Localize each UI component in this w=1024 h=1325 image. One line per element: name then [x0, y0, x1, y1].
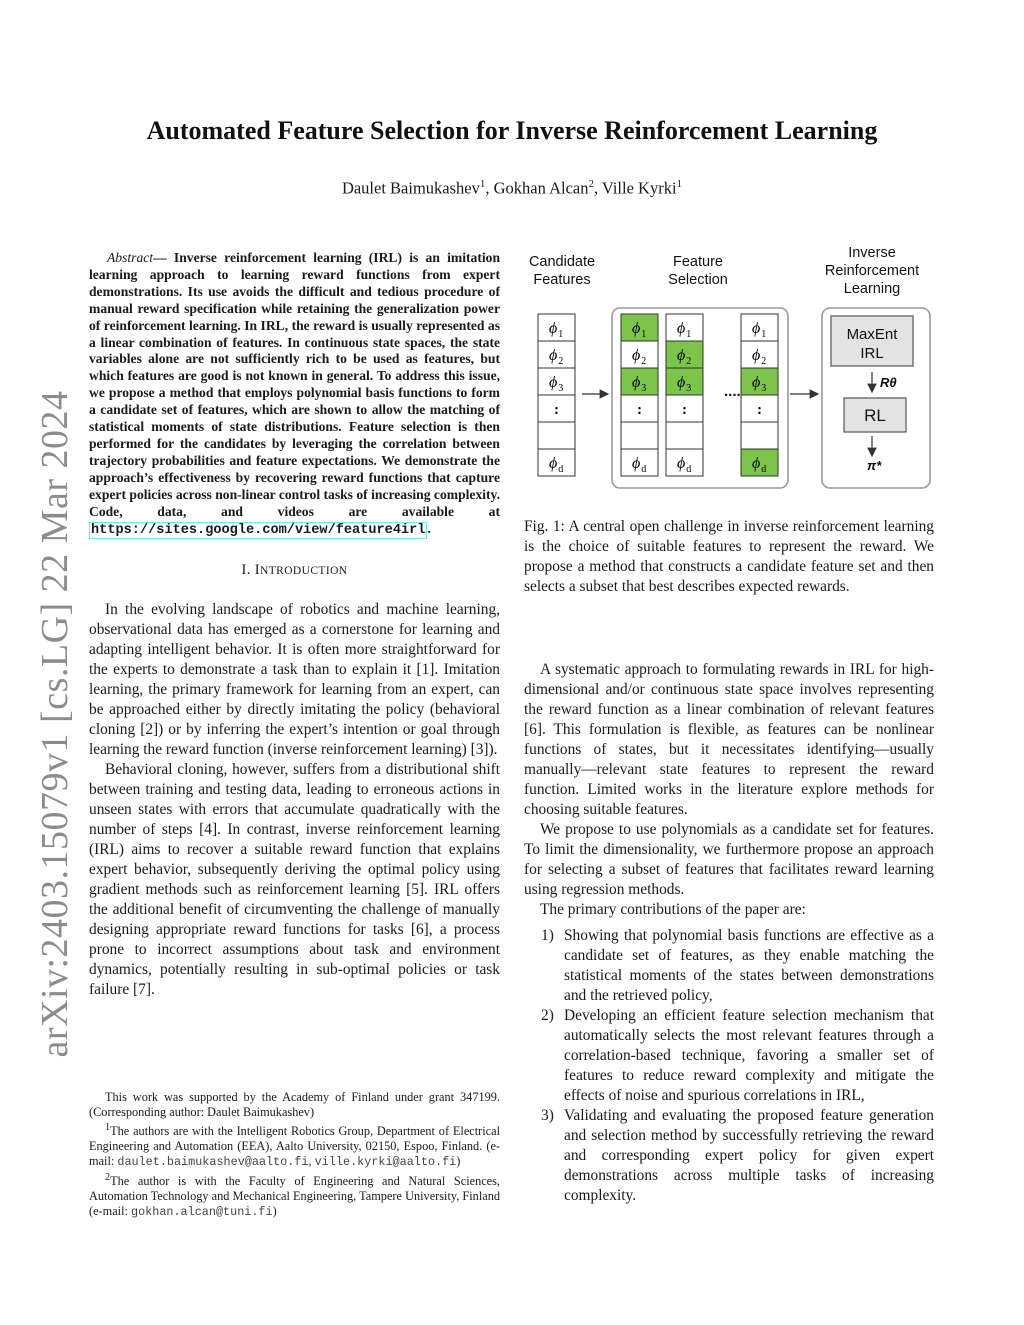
list-number: 3)	[541, 1107, 554, 1124]
project-url-link[interactable]: https://sites.google.com/view/feature4irl	[91, 522, 426, 538]
intro-paragraph: Behavioral cloning, however, suffers from a distributional shift between training and testing data, leading to erroneous actions in unseen states with errors that accumulate quadratically with the number of steps [4]. In contrast, inverse reinforcement learning (IRL) aims to recover a suitable reward function that explains expert behavior, subsequently deriving the optimal policy using gradient methods such as reinforcement learning [5]. IRL offers the additional benefit of circumventing the challenge of manually designing appropriate reward functions for tasks [6], a process prone to incorrect assumptions about task and environment dynamics, potentially resulting in sub-optimal policies or task failure [7].	[89, 761, 500, 999]
feature-phi-label: $\phi_2$	[677, 347, 692, 367]
feature-phi-label: $\phi_d$	[752, 455, 767, 475]
email-link[interactable]: gokhan.alcan@tuni.fi	[131, 1205, 273, 1220]
author-affiliation-mark: 1	[676, 178, 683, 190]
reward-theta-label: Rθ	[880, 375, 897, 390]
section-title-rest: NTRODUCTION	[260, 565, 348, 578]
figure-1-pipeline-diagram	[524, 242, 934, 497]
figure-1-caption	[524, 517, 934, 597]
feature-phi-label: $\phi_d$	[632, 455, 647, 475]
maxent-line-1: MaxEnt	[846, 326, 898, 343]
section-numeral: I.	[241, 562, 251, 579]
feature-phi-label: $\phi_1$	[549, 320, 564, 340]
section-heading-introduction	[89, 562, 500, 579]
body-paragraph: We propose to use polynomials as a candidate set for features. To limit the dimensionality, we furthermore propose an approach for selecting a subset of features that facilitates reward learning using regression methods.	[524, 821, 934, 898]
feature-phi-label: $\phi_1$	[752, 320, 767, 340]
right-column-body	[524, 660, 934, 1206]
feature-phi-label: $\phi_2$	[752, 347, 767, 367]
list-text: Validating and evaluating the proposed feature generation and selection method by successfully retrieving the reward and corresponding expert policy for given expert demonstrations across multiple tasks of increasing complexity.	[564, 1107, 934, 1204]
label-feature-selection: Feature Selection	[668, 254, 728, 288]
feature-phi-label: $\phi_3$	[752, 374, 767, 394]
feature-vdots: :	[682, 402, 687, 418]
caption-label: Fig. 1:	[524, 518, 565, 535]
feature-cell	[621, 422, 658, 449]
footnote-separator: ,	[308, 1154, 315, 1169]
rl-label: RL	[864, 406, 886, 425]
author-name: Daulet Baimukashev	[341, 178, 480, 198]
author-name: Gokhan Alcan	[493, 178, 589, 198]
body-paragraph: The primary contributions of the paper are:	[540, 901, 806, 918]
intro-paragraph: In the evolving landscape of robotics and machine learning, observational data has emerged as a cornerstone for learning and adapting intelligent behavior. It is often more straightforward for the experts to demonstrate a task than to explain it [1]. Imitation learning, the primary framework for learning from an expert, can be approached either by directly imitating the policy (behavioral cloning [2]) or by inferring the expert’s intention or goal through learning the reward function (inverse reinforcement learning) [3]).	[89, 601, 500, 759]
footnote-mark: 1	[105, 1122, 111, 1133]
abstract-end: .	[427, 520, 431, 536]
arxiv-identifier-stamp: arXiv:2403.15079v1 [cs.LG] 22 Mar 2024	[34, 390, 76, 1058]
pipeline-diagram-svg	[524, 242, 934, 497]
label-inverse-rl: Inverse Reinforcement Learning	[824, 245, 920, 297]
author-name: Ville Kyrki	[601, 178, 677, 198]
ellipsis-dots: ....	[724, 383, 741, 400]
list-text: Showing that polynomial basis functions are effective as a candidate set of features, as they enable matching the statistical moments of the states between demonstrations and the retrieved policy,	[564, 927, 934, 1004]
feature-phi-label: $\phi_3$	[632, 374, 647, 394]
affiliation-footnote-2	[89, 1170, 500, 1220]
paper-title: Automated Feature Selection for Inverse Reinforcement Learning	[146, 116, 878, 145]
author-affiliation-mark: 2	[588, 178, 594, 190]
feature-vdots: :	[757, 402, 762, 418]
feature-phi-label: $\phi_d$	[677, 455, 692, 475]
list-item	[524, 1106, 934, 1206]
caption-text: A central open challenge in inverse reinforcement learning is the choice of suitable features to represent the reward. We propose a method that constructs a candidate feature set and then selects a subset that best describes expected rewards.	[524, 518, 935, 595]
feature-vdots: :	[637, 402, 642, 418]
footnote-end: )	[456, 1154, 461, 1169]
feature-phi-label: $\phi_2$	[549, 347, 564, 367]
optimal-policy-label: π*	[867, 458, 882, 473]
contributions-list	[524, 926, 934, 1206]
list-text: Developing an efficient feature selection mechanism that automatically selects the most relevant features through a correlation-based technique, favoring a smaller set of features to reduce reward complexity and mitigate the effects of noise and spurious correlations in IRL,	[564, 1007, 934, 1104]
funding-note: This work was supported by the Academy of Finland under grant 347199. (Corresponding author: Daulet Baimukashev)	[89, 1090, 500, 1119]
feature-phi-label: $\phi_2$	[632, 347, 647, 367]
feature-phi-label: $\phi_3$	[677, 374, 692, 394]
feature-cell	[741, 422, 778, 449]
footnote-mark: 2	[105, 1172, 111, 1184]
body-paragraph: A systematic approach to formulating rewards in IRL for high-dimensional and/or continuous state space involves representing the reward function as a linear combination of relevant features [6]. This formulation is flexible, as features can be nonlinear functions of states, but it necessitates identifying—usually manually—relevant state features to represent the reward function. Limited works in the literature explore methods for choosing suitable features.	[524, 661, 934, 818]
feature-vdots: :	[554, 402, 559, 418]
email-link[interactable]: daulet.baimukashev@aalto.fi	[117, 1155, 309, 1170]
list-item	[524, 926, 934, 1006]
feature-cell	[666, 422, 703, 449]
abstract-dash: —	[153, 250, 174, 265]
footnote-text: The author is with the Faculty of Engineering and Natural Sciences, Automation Technology and Mechanical Engineering, Tampere University, Finland (e-mail:	[89, 1174, 500, 1219]
list-item	[524, 1006, 934, 1106]
email-link[interactable]: ville.kyrki@aalto.fi	[314, 1155, 457, 1170]
left-column	[89, 250, 500, 1000]
footnotes	[89, 1090, 500, 1220]
feature-phi-label: $\phi_1$	[677, 320, 692, 340]
author-list: Daulet Baimukashev$^1$, Gokhan Alcan$^2$, Ville Kyrki$^1$	[341, 178, 683, 198]
abstract-label: Abstract	[107, 250, 154, 265]
label-candidate-features: Candidate Features	[528, 254, 596, 288]
abstract	[89, 250, 500, 539]
footnote-end: )	[272, 1204, 277, 1219]
maxent-line-2: IRL	[860, 345, 884, 362]
feature-phi-label: $\phi_d$	[549, 455, 564, 475]
affiliation-footnote-1	[89, 1120, 500, 1170]
footnote-text: The authors are with the Intelligent Robotics Group, Department of Electrical Engineering and Automation (EEA), Aalto University, 02150, Espoo, Finland. (e-mail:	[89, 1124, 500, 1169]
list-number: 2)	[541, 1007, 554, 1024]
list-number: 1)	[541, 927, 554, 944]
feature-phi-label: $\phi_1$	[632, 320, 647, 340]
section-title-first: I	[254, 562, 261, 579]
feature-cell	[538, 422, 575, 449]
author-affiliation-mark: 1	[479, 178, 486, 190]
abstract-text: Inverse reinforcement learning (IRL) is an imitation learning approach to learning reward functions from expert demonstrations. Its use avoids the difficult and tedious procedure of manual reward specification while retaining the generalization power of reinforcement learning. In IRL, the reward is usually represented as a linear combination of features. In continuous state spaces, the state variables alone are not sufficiently rich to be used as features, but which features are good is not known in general. To address this issue, we propose a method that employs polynomial basis functions to form a candidate set of features, which are shown to allow the matching of statistical moments of state distributions. Feature selection is then performed for the candidates by leveraging the correlation between trajectory probabilities and feature expectations. We demonstrate the approach’s effectiveness by recovering reward functions that capture expert policies across non-linear control tasks of increasing complexity. Code, data, and videos are available at	[89, 250, 501, 519]
feature-phi-label: $\phi_3$	[549, 374, 564, 394]
